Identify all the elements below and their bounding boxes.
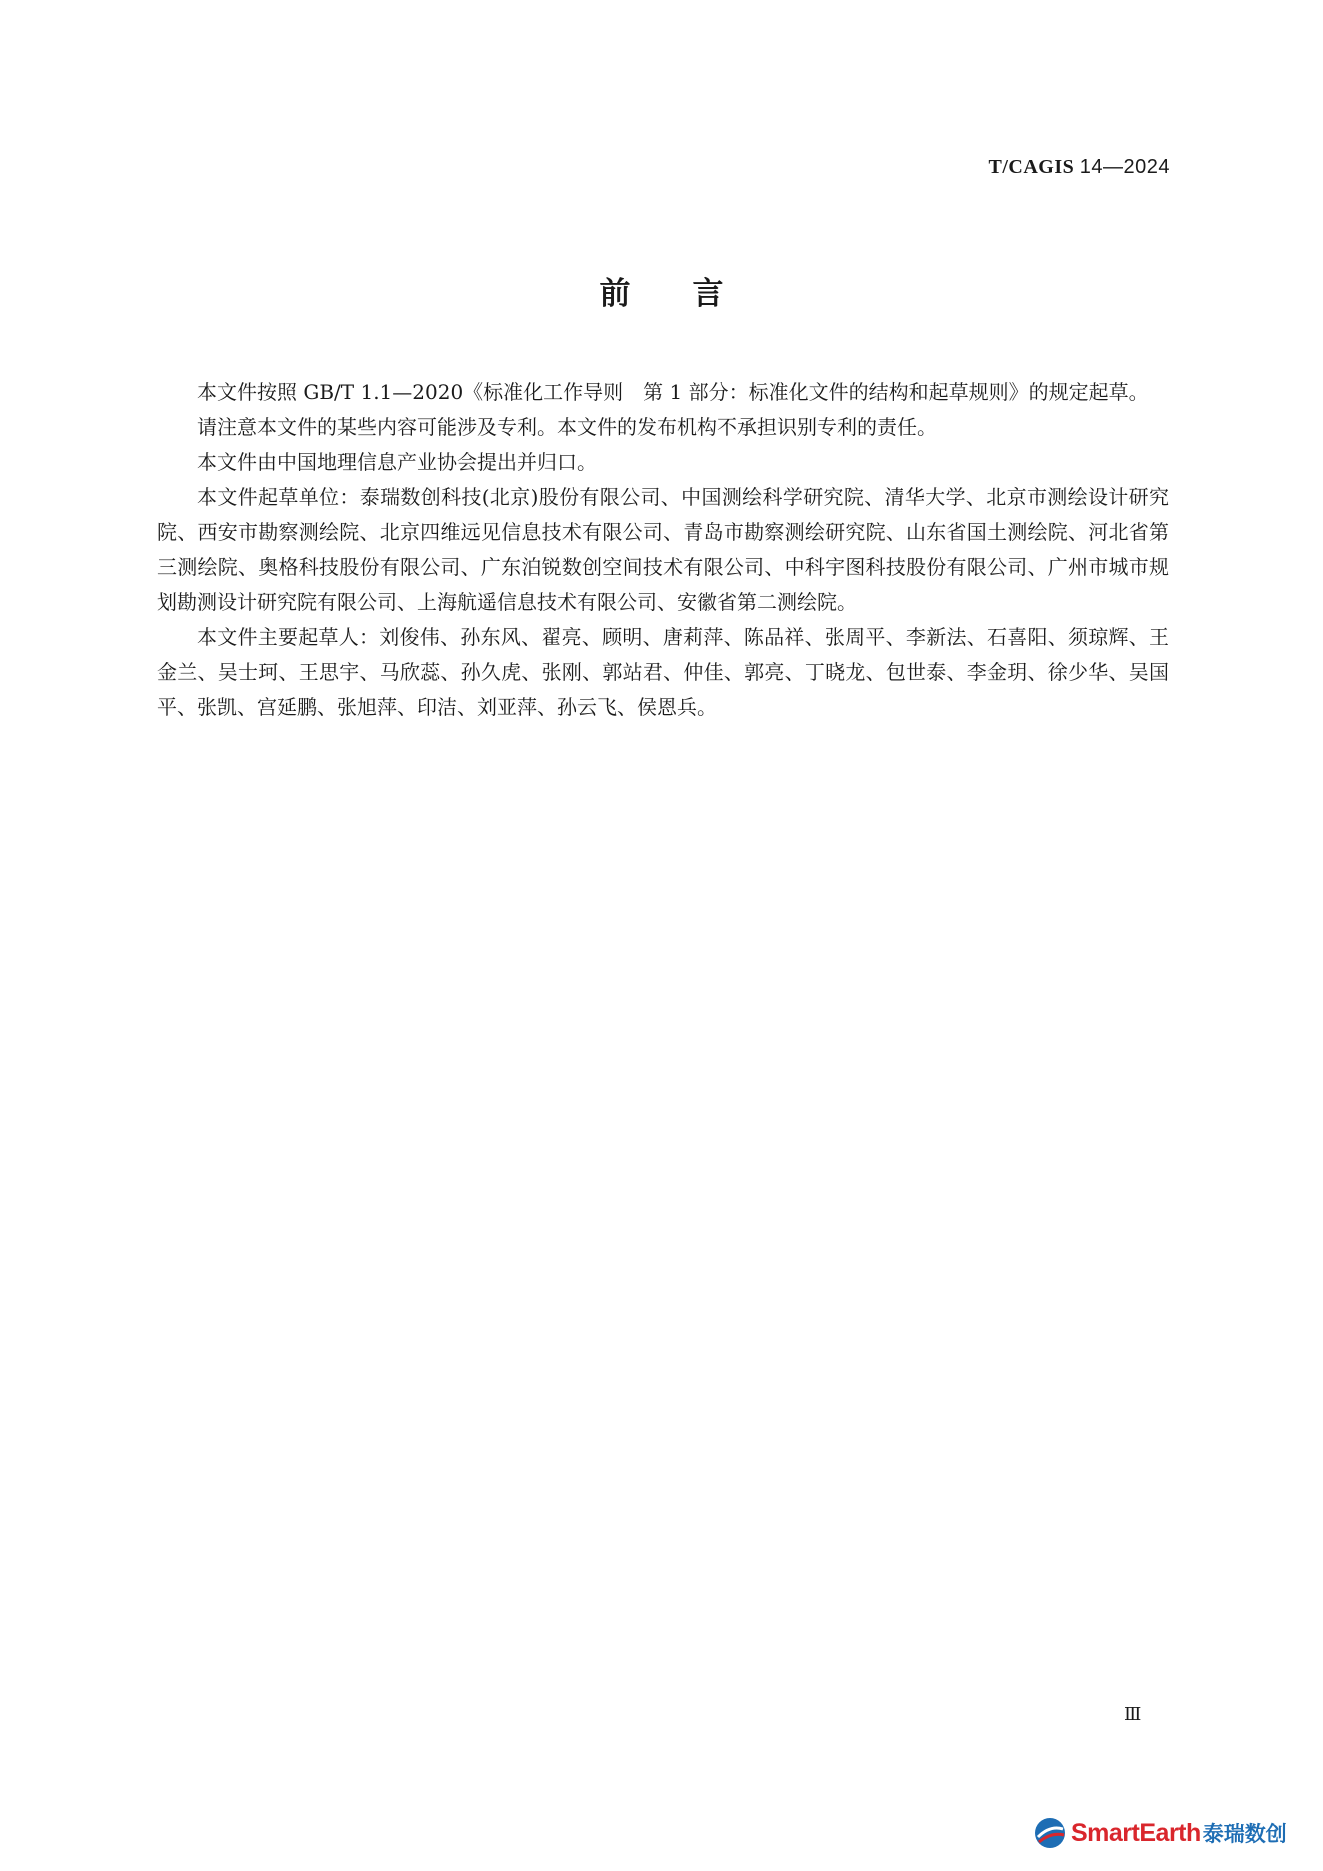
- paragraph-proposer: 本文件由中国地理信息产业协会提出并归口。: [197, 450, 597, 474]
- paragraph-patent-notice: 请注意本文件的某些内容可能涉及专利。本文件的发布机构不承担识别专利的责任。: [197, 415, 937, 439]
- page-title: [0, 268, 1323, 313]
- logo-brand-text: SmartEarth: [1071, 1818, 1201, 1847]
- page-title-char-2: 言: [692, 276, 724, 312]
- paragraph-drafting-rules: 本文件按照 GB/T 1.1—2020《标准化工作导则 第 1 部分：标准化文件的结构和起草规则》的规定起草。: [197, 380, 1149, 404]
- standard-code: [989, 156, 1171, 179]
- logo-brand-cn: 泰瑞数创: [1202, 1822, 1287, 1846]
- smartearth-logo: [1033, 1816, 1287, 1850]
- page-title-char-1: 前: [599, 276, 631, 312]
- smartearth-globe-icon: [1033, 1816, 1067, 1850]
- paragraph-drafters: 本文件主要起草人：刘俊伟、孙东风、翟亮、顾明、唐莉萍、陈品祥、张周平、李新法、石喜阳、须琼辉、王金兰、吴士珂、王思宇、马欣蕊、孙久虎、张刚、郭站君、仲佳、郭亮、丁晓龙、包世泰、李金玥、徐少华、吴国平、张凯、宫延鹏、张旭萍、印洁、刘亚萍、孙云飞、侯恩兵。: [157, 625, 1169, 719]
- preface-body: [157, 375, 1169, 725]
- standard-code-number: 14—2024: [1079, 156, 1170, 178]
- standard-code-prefix: T/CAGIS: [988, 156, 1075, 178]
- page-number: Ⅲ: [1124, 1704, 1142, 1724]
- paragraph-drafting-units: 本文件起草单位：泰瑞数创科技(北京)股份有限公司、中国测绘科学研究院、清华大学、北京市测绘设计研究院、西安市勘察测绘院、北京四维远见信息技术有限公司、青岛市勘察测绘研究院、山东省国土测绘院、河北省第三测绘院、奥格科技股份有限公司、广东泊锐数创空间技术有限公司、中科宇图科技股份有限公司、广州市城市规划勘测设计研究院有限公司、上海航遥信息技术有限公司、安徽省第二测绘院。: [157, 485, 1169, 614]
